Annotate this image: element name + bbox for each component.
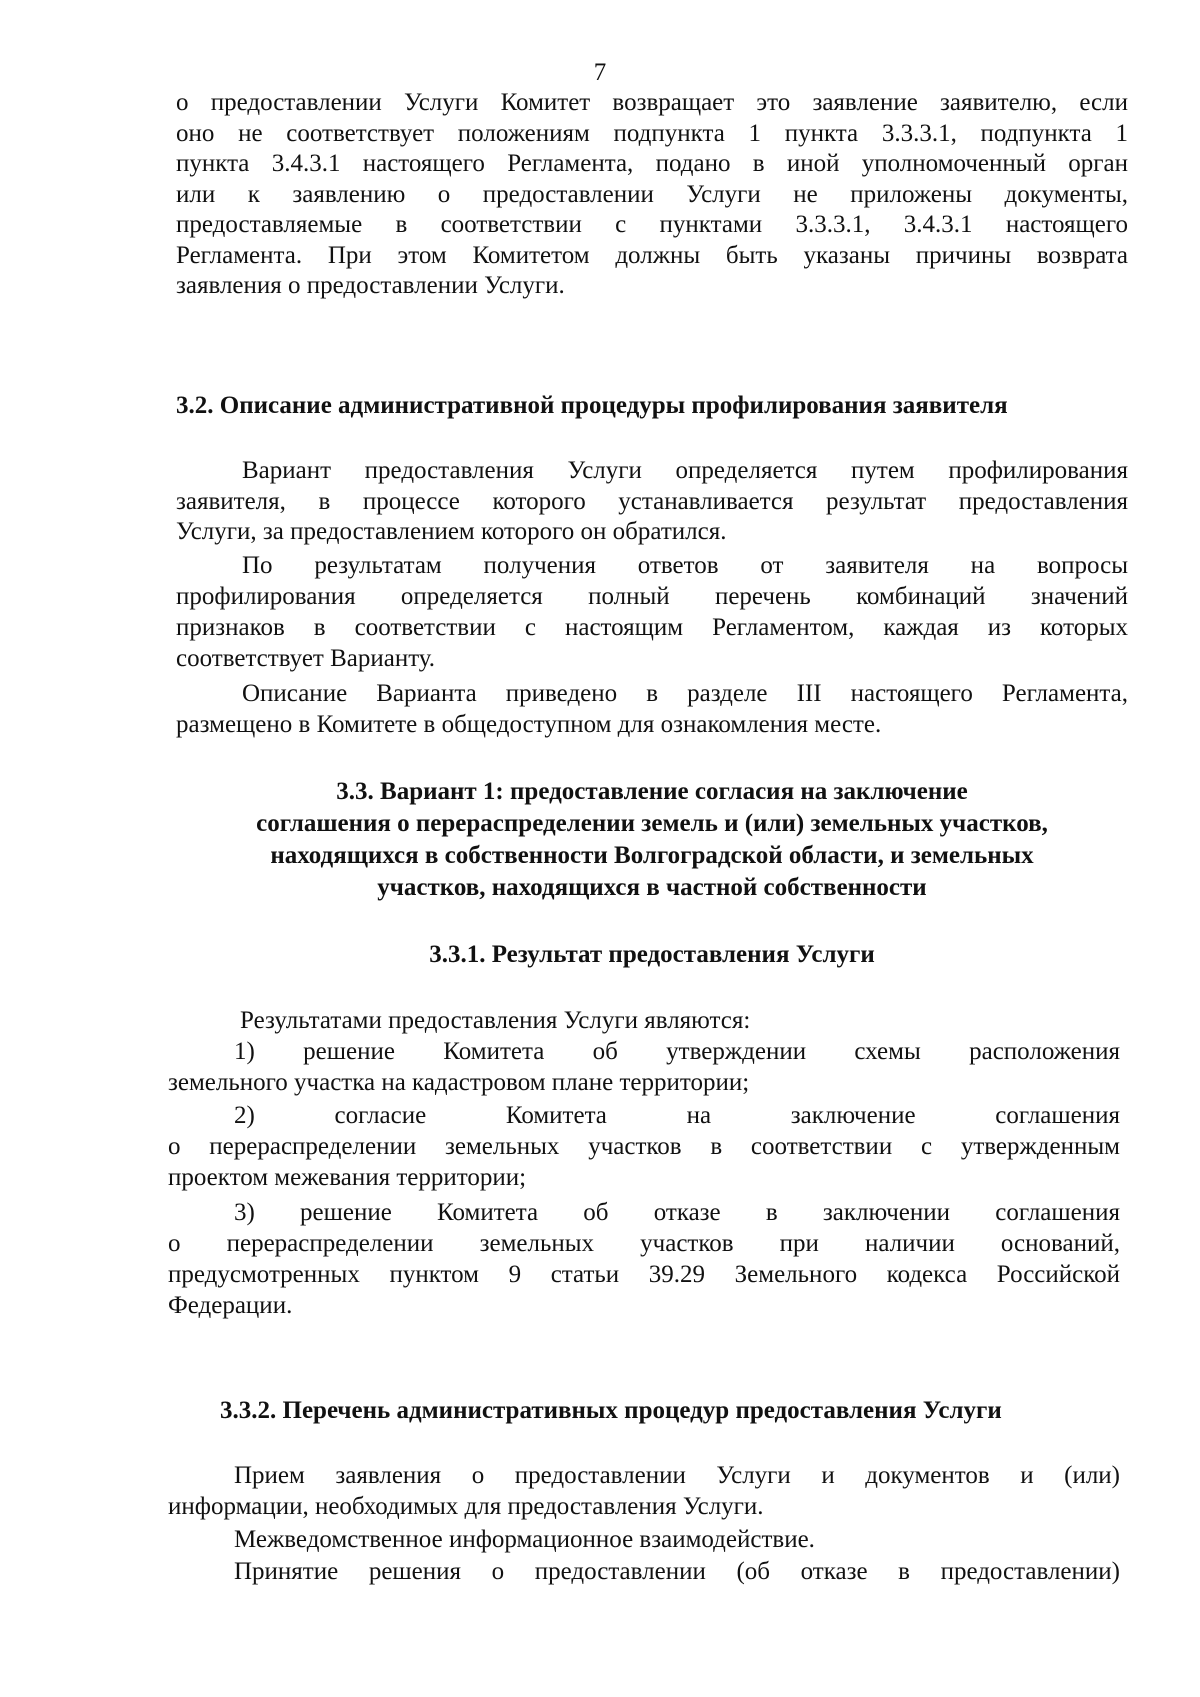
result-item-3 (168, 1197, 1120, 1321)
text-line: заявления о предоставлении Услуги. (176, 272, 565, 299)
section-3-3-2-paragraph-3 (234, 1556, 1120, 1587)
section-3-3-2-paragraph-1 (168, 1460, 1120, 1522)
text-line: заявителя, в процессе которого устанавливается результат предоставления (176, 487, 1128, 515)
text-line: или к заявлению о предоставлении Услуги не приложены документы, (176, 180, 1128, 208)
text-line: Вариант предоставления Услуги определяется путем профилирования (242, 457, 1128, 484)
text-line: Услуги, за предоставлением которого он обратился. (176, 518, 727, 545)
heading-line: соглашения о перераспределении земель и (или) земельных участков, (256, 810, 1048, 837)
section-heading-3-3-1: 3.3.1. Результат предоставления Услуги (429, 941, 875, 968)
section-3-2-paragraph-1 (176, 456, 1128, 548)
text-line: соответствует Варианту. (176, 645, 436, 672)
section-heading-3-3-2: 3.3.2. Перечень административных процедур предоставления Услуги (220, 1397, 1002, 1424)
heading-line: участков, находящихся в частной собственности (377, 874, 927, 901)
page-number: 7 (593, 59, 607, 86)
section-heading-3-3 (176, 776, 1128, 904)
text-line: о предоставлении Услуги Комитет возвращает это заявление заявителю, если (176, 89, 1128, 116)
text-line: Федерации. (168, 1292, 293, 1319)
section-heading-3-2: 3.2. Описание административной процедуры профилирования заявителя (176, 392, 1008, 419)
text-line: земельного участка на кадастровом плане территории; (168, 1069, 750, 1096)
text-line: о перераспределении земельных участков при наличии оснований, (168, 1230, 1120, 1257)
text-line: Регламента. При этом Комитетом должны быть указаны причины возврата (176, 241, 1128, 269)
text-line: признаков в соответствии с настоящим Регламентом, каждая из которых (176, 614, 1128, 641)
text-line: оно не соответствует положениям подпункта 1 пункта 3.3.3.1, подпункта 1 (176, 119, 1128, 147)
text-line: предоставляемые в соответствии с пунктами 3.3.3.1, 3.4.3.1 настоящего (176, 211, 1128, 238)
top-paragraph (176, 88, 1128, 302)
text-line: информации, необходимых для предоставления Услуги. (168, 1493, 764, 1520)
text-line: По результатам получения ответов от заявителя на вопросы (242, 552, 1128, 579)
text-line: проектом межевания территории; (168, 1164, 527, 1191)
text-line: Принятие решения о предоставлении (об отказе в предоставлении) (234, 1558, 1120, 1585)
section-3-2-paragraph-2 (176, 550, 1128, 674)
text-line: профилирования определяется полный перечень комбинаций значений (176, 583, 1128, 610)
heading-line: 3.3. Вариант 1: предоставление согласия на заключение (336, 778, 968, 805)
result-item-1 (168, 1036, 1120, 1098)
text-line: Описание Варианта приведено в разделе III настоящего Регламента, (242, 680, 1128, 707)
section-3-3-2-paragraph-2: Межведомственное информационное взаимодействие. (234, 1526, 815, 1553)
text-line: предусмотренных пунктом 9 статьи 39.29 Земельного кодекса Российской (168, 1261, 1120, 1288)
text-line: пункта 3.4.3.1 настоящего Регламента, подано в иной уполномоченный орган (176, 150, 1128, 177)
section-3-3-1-intro: Результатами предоставления Услуги являются: (240, 1007, 751, 1034)
result-item-2 (168, 1100, 1120, 1193)
text-line: Прием заявления о предоставлении Услуги и документов и (или) (234, 1462, 1120, 1489)
text-line: 3) решение Комитета об отказе в заключении соглашения (234, 1199, 1120, 1226)
section-3-2-paragraph-3 (176, 678, 1128, 740)
text-line: 2) согласие Комитета на заключение соглашения (234, 1102, 1120, 1129)
heading-line: находящихся в собственности Волгоградской области, и земельных (270, 842, 1034, 869)
text-line: размещено в Комитете в общедоступном для ознакомления месте. (176, 711, 882, 738)
text-line: 1) решение Комитета об утверждении схемы расположения (234, 1038, 1120, 1065)
text-line: о перераспределении земельных участков в соответствии с утвержденным (168, 1133, 1120, 1160)
